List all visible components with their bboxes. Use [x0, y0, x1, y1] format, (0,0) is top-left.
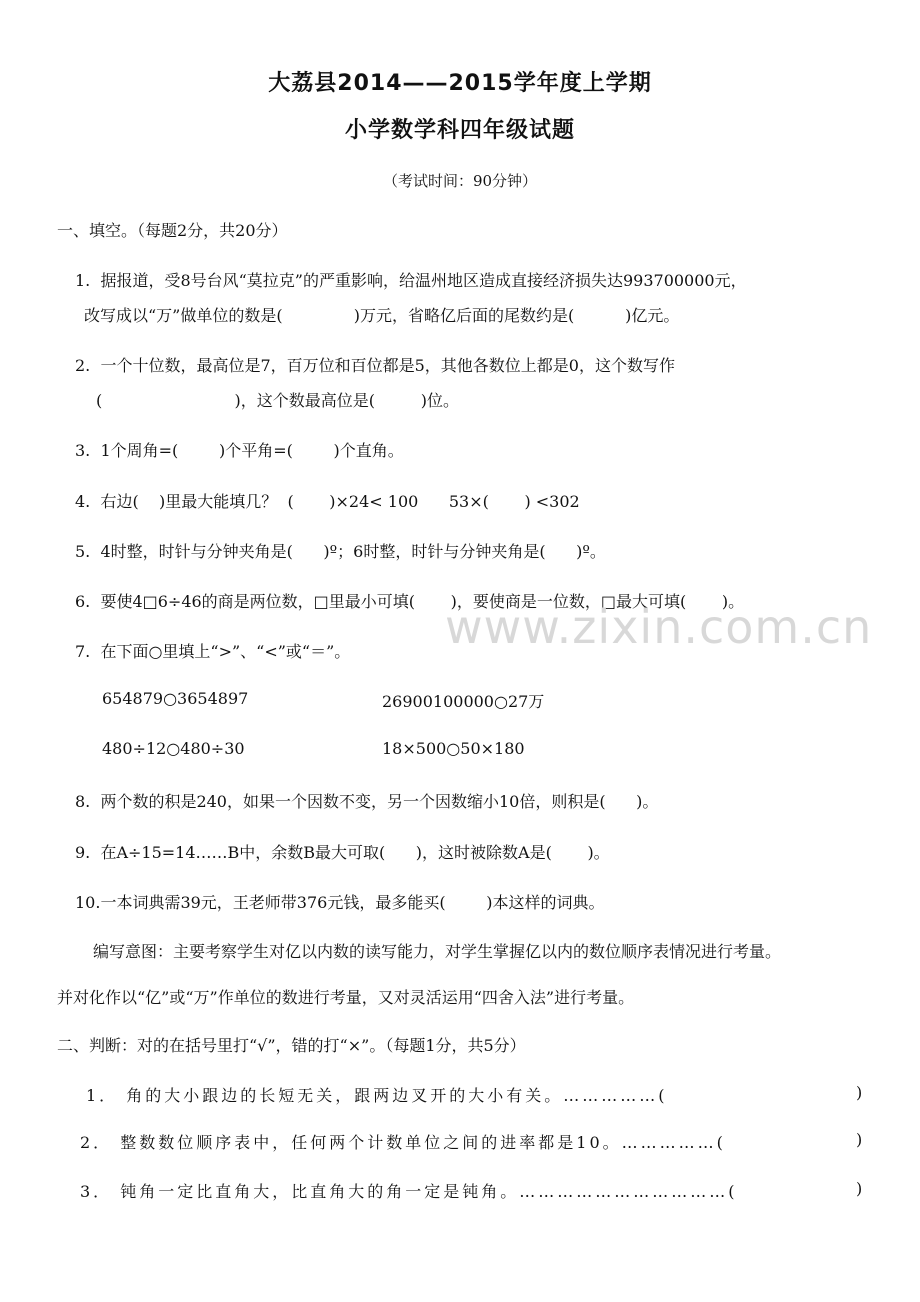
exam-time: （考试时间：90分钟）: [382, 172, 538, 190]
judge-2-close: ): [856, 1130, 863, 1149]
judge-3: 3． 钝角一定比直角大，比直角大的角一定是钝角。……………………………(: [80, 1182, 738, 1201]
question-7: 7. 在下面○里填上“>”、“<”或“＝”。: [75, 642, 351, 661]
question-4: 4. 右边( )里最大能填几？ ( )×24< 100 53×( ) <302: [75, 492, 580, 511]
question-2-line2: ( )，这个数最高位是( )位。: [96, 391, 459, 410]
judge-2: 2． 整数数位顺序表中，任何两个计数单位之间的进率都是10。……………(: [80, 1133, 726, 1152]
question-5: 5. 4时整，时针与分钟夹角是( )º；6时整，时针与分钟夹角是( )º。: [75, 542, 606, 561]
question-1-line1: 1. 据报道，受8号台风“莫拉克”的严重影响，给温州地区造成直接经济损失达993700000元，: [75, 271, 747, 290]
question-1-line2: 改写成以“万”做单位的数是( )万元，省略亿后面的尾数约是( )亿元。: [84, 306, 680, 325]
question-7-item-c: 480÷12○480÷30: [102, 739, 245, 758]
question-10: 10.一本词典需39元，王老师带376元钱，最多能买( )本这样的词典。: [75, 893, 605, 912]
question-8: 8. 两个数的积是240，如果一个因数不变，另一个因数缩小10倍，则积是( )。: [75, 792, 659, 811]
intent-line1: 编写意图：主要考察学生对亿以内数的读写能力，对学生掌握亿以内的数位顺序表情况进行考量。: [93, 942, 782, 961]
question-2-line1: 2. 一个十位数，最高位是7，百万位和百位都是5，其他各数位上都是0，这个数写作: [75, 356, 675, 375]
exam-title-line1: 大荔县2014——2015学年度上学期: [268, 71, 652, 96]
section2-heading: 二、判断：对的在括号里打“√”，错的打“×”。（每题1分，共5分）: [57, 1036, 526, 1055]
section1-heading: 一、填空。（每题2分，共20分）: [57, 221, 288, 240]
exam-title-line2: 小学数学科四年级试题: [344, 118, 575, 143]
question-7-item-b: 26900100000○27万: [382, 692, 545, 711]
judge-3-close: ): [856, 1179, 863, 1198]
intent-line2: 并对化作以“亿”或“万”作单位的数进行考量，又对灵活运用“四舍入法”进行考量。: [57, 988, 635, 1007]
question-7-item-a: 654879○3654897: [102, 689, 249, 708]
judge-1-close: ): [856, 1083, 863, 1102]
question-6: 6. 要使4□6÷46的商是两位数，□里最小可填( )，要使商是一位数，□最大可填( )。: [75, 592, 745, 611]
question-7-item-d: 18×500○50×180: [382, 739, 525, 758]
watermark: www.zixin.com.cn: [445, 600, 873, 654]
question-9: 9. 在A÷15=14……B中，余数B最大可取( )，这时被除数A是( )。: [75, 843, 610, 862]
judge-1: 1． 角的大小跟边的长短无关，跟两边叉开的大小有关。……………(: [86, 1086, 668, 1105]
question-3: 3. 1个周角=( )个平角=( )个直角。: [75, 441, 404, 460]
